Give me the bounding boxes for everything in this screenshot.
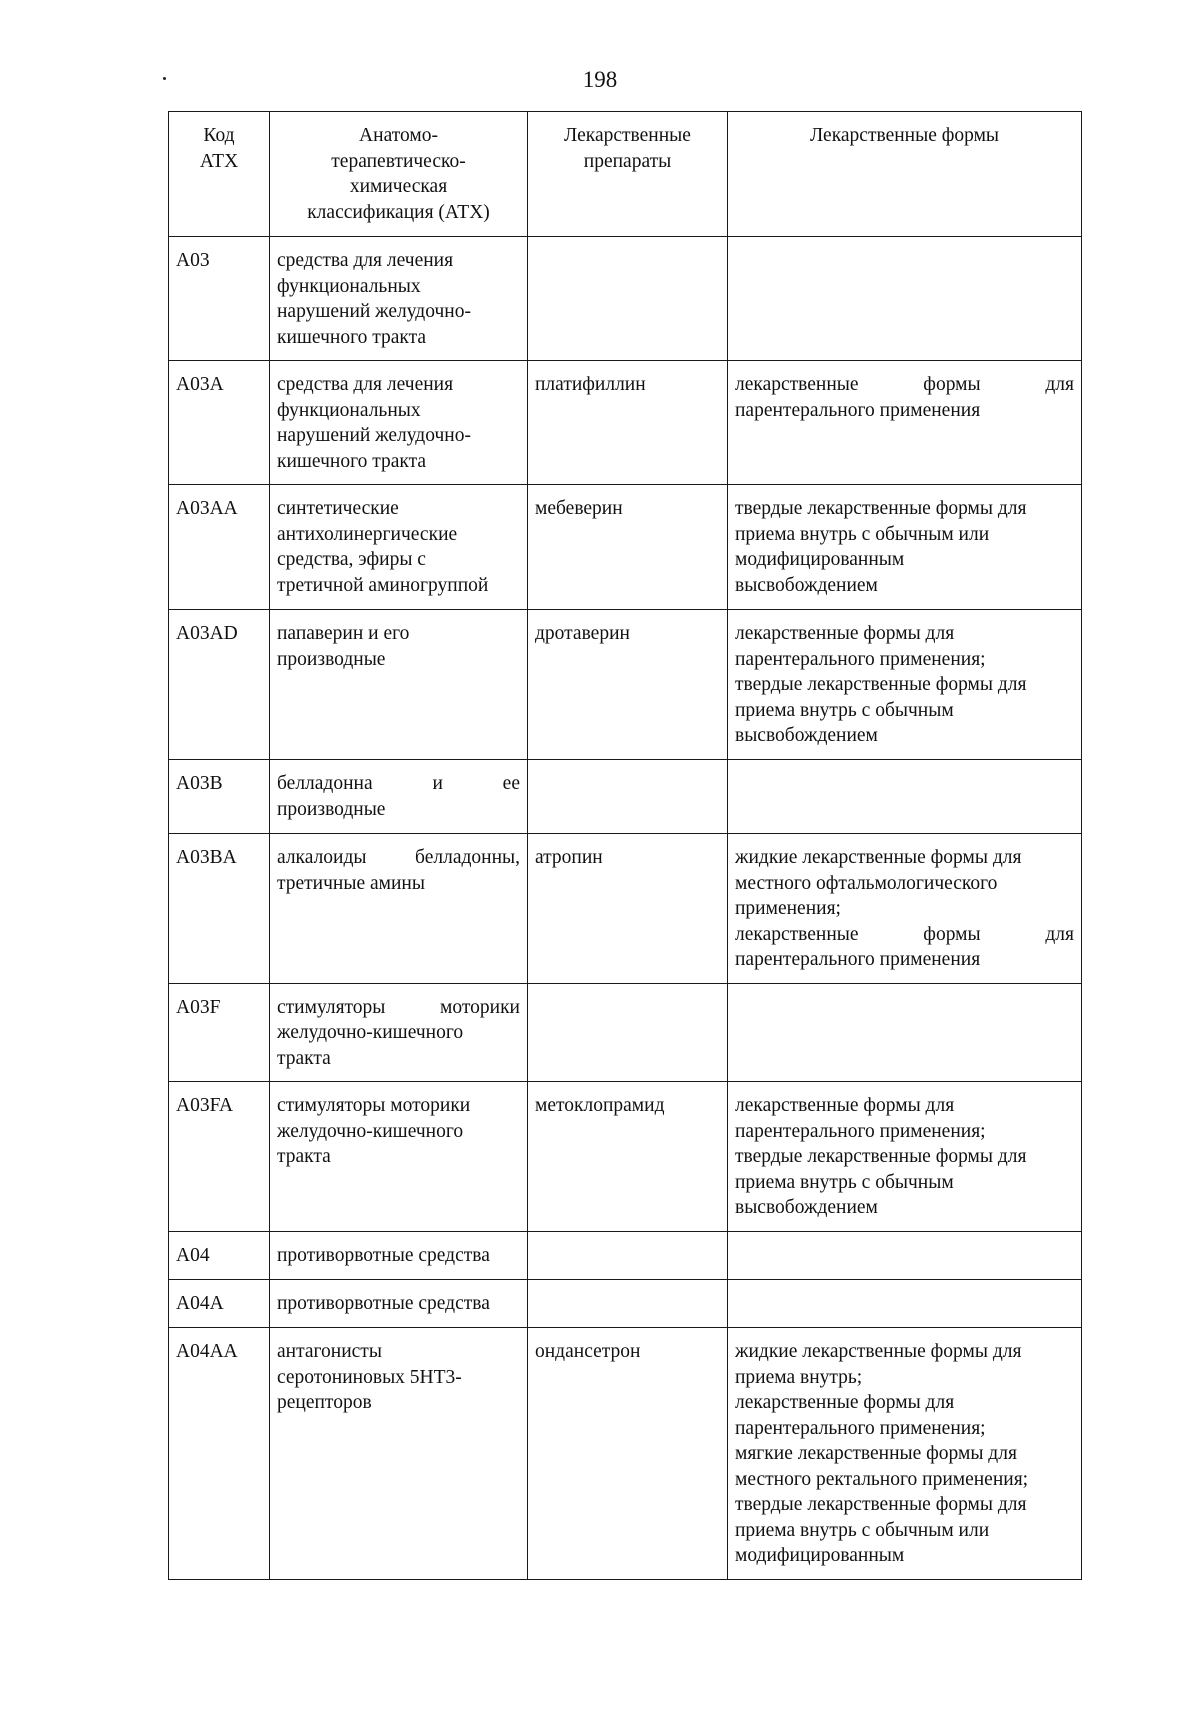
cell-classification: стимуляторы моторики желудочно-кишечного тракта [270, 1082, 528, 1232]
cell-forms: жидкие лекарственные формы для приема внутрь; лекарственные формы для парентерального применения; мягкие лекарственные формы для местного ректального применения; твердые лекарственные формы для приема внутрь с обычным или модифицированным [728, 1328, 1082, 1580]
cell-drug: платифиллин [528, 361, 728, 485]
cell-classification: белладонна и ее производные [270, 760, 528, 834]
cell-drug [528, 983, 728, 1082]
cell-classification: синтетические антихолинергические средства, эфиры с третичной аминогруппой [270, 485, 528, 610]
cell-code: A04A [169, 1280, 270, 1328]
table-row [169, 1082, 1082, 1232]
table-body [169, 237, 1082, 1580]
cell-code: A03 [169, 237, 270, 361]
cell-code: A04AA [169, 1328, 270, 1580]
table-row [169, 361, 1082, 485]
header-forms: Лекарственные формы [728, 112, 1082, 237]
cell-classification: папаверин и его производные [270, 610, 528, 760]
table-row [169, 1232, 1082, 1280]
cell-drug: дротаверин [528, 610, 728, 760]
cell-forms: лекарственные формы для парентерального применения [728, 361, 1082, 485]
cell-classification: средства для лечения функциональных нарушений желудочно- кишечного тракта [270, 237, 528, 361]
cell-forms: жидкие лекарственные формы для местного офтальмологического применения; лекарственные формы для парентерального применения [728, 834, 1082, 984]
cell-classification: средства для лечения функциональных нарушений желудочно- кишечного тракта [270, 361, 528, 485]
header-classification: Анатомо- терапевтическо- химическая классификация (АТХ) [270, 112, 528, 237]
cell-forms: твердые лекарственные формы для приема внутрь с обычным или модифицированным высвобождением [728, 485, 1082, 610]
cell-classification: антагонисты серотониновых 5HT3- рецепторов [270, 1328, 528, 1580]
page-number: 198 [582, 67, 618, 92]
cell-forms [728, 983, 1082, 1082]
cell-drug [528, 237, 728, 361]
table-row [169, 834, 1082, 984]
cell-forms [728, 1280, 1082, 1328]
header-row [169, 112, 1082, 237]
cell-drug [528, 1232, 728, 1280]
cell-drug: мебеверин [528, 485, 728, 610]
table-row [169, 485, 1082, 610]
cell-code: A03AD [169, 610, 270, 760]
cell-classification: противорвотные средства [270, 1280, 528, 1328]
header-drugs: Лекарственные препараты [528, 112, 728, 237]
header-code: Код АТХ [169, 112, 270, 237]
cell-drug [528, 760, 728, 834]
cell-drug: ондансетрон [528, 1328, 728, 1580]
cell-forms: лекарственные формы для парентерального применения; твердые лекарственные формы для приема внутрь с обычным высвобождением [728, 1082, 1082, 1232]
cell-classification: противорвотные средства [270, 1232, 528, 1280]
cell-forms [728, 760, 1082, 834]
cell-forms [728, 237, 1082, 361]
table-header [169, 112, 1082, 237]
table-row [169, 983, 1082, 1082]
cell-code: A03BA [169, 834, 270, 984]
cell-forms [728, 1232, 1082, 1280]
table-row [169, 1280, 1082, 1328]
cell-code: A03A [169, 361, 270, 485]
cell-code: A03B [169, 760, 270, 834]
cell-forms: лекарственные формы для парентерального применения; твердые лекарственные формы для приема внутрь с обычным высвобождением [728, 610, 1082, 760]
cell-classification: стимуляторы моторики желудочно-кишечного тракта [270, 983, 528, 1082]
cell-code: A03AA [169, 485, 270, 610]
table-row [169, 1328, 1082, 1580]
cell-drug: метоклопрамид [528, 1082, 728, 1232]
cell-code: A03F [169, 983, 270, 1082]
cell-drug: атропин [528, 834, 728, 984]
cell-code: A04 [169, 1232, 270, 1280]
atx-table [168, 111, 1082, 1580]
cell-drug [528, 1280, 728, 1328]
table-row [169, 237, 1082, 361]
table-row [169, 760, 1082, 834]
table-row [169, 610, 1082, 760]
cell-classification: алкалоиды белладонны, третичные амины [270, 834, 528, 984]
cell-code: A03FA [169, 1082, 270, 1232]
